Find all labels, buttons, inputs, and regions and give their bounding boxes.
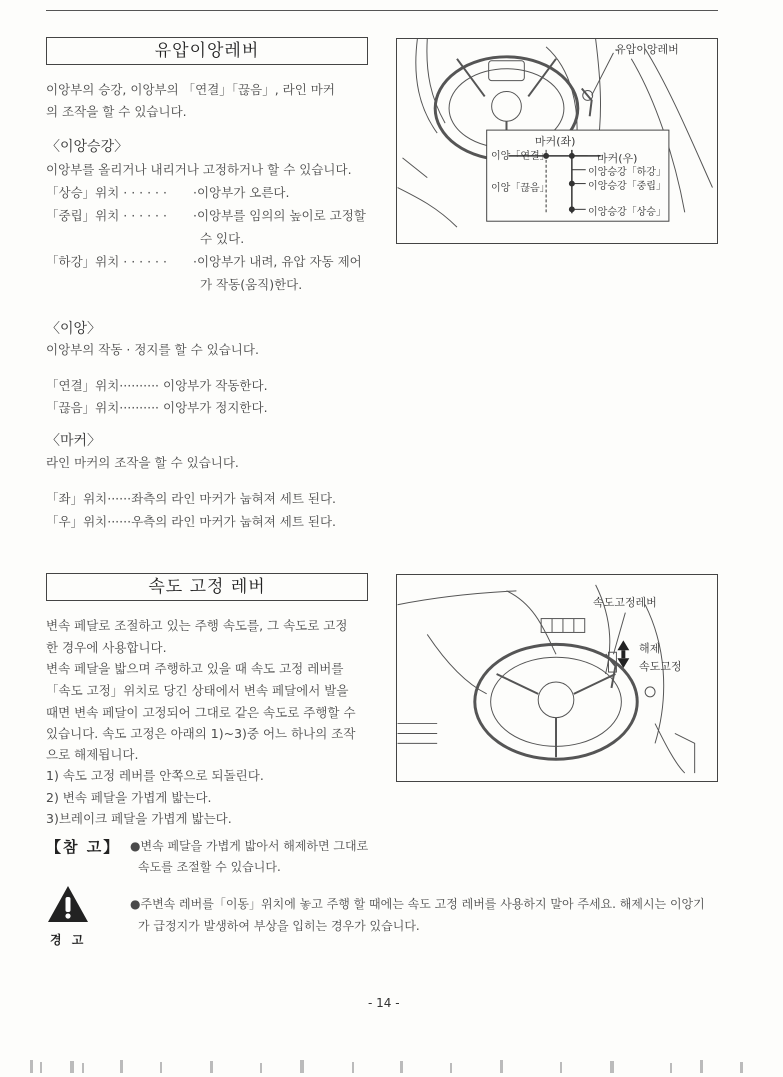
speed-body-line: 3)브레이크 페달을 가볍게 밟는다. [46, 811, 232, 826]
speed-body-line: 있습니다. 속도 고정은 아래의 1)~3)중 어느 하나의 조작 [46, 726, 356, 741]
connect-label: 이앙「연결」 [491, 151, 550, 162]
page-number: - 14 - [368, 996, 400, 1010]
note-line: ●변속 페달을 가볍게 밟아서 해제하면 그대로 [130, 839, 369, 853]
speed-body-line: 변속 페달로 조절하고 있는 주행 속도를, 그 속도로 고정 [46, 618, 348, 633]
lift-item-text: ·이앙부가 오른다. [193, 185, 290, 200]
warning-line: 가 급정지가 발생하여 부상을 입히는 경우가 있습니다. [138, 919, 420, 933]
note-label: 【참 고】 [46, 838, 121, 856]
marker-item: 「좌」위치······좌측의 라인 마커가 눕혀져 세트 된다. [46, 491, 337, 506]
warning-line: ●주변속 레버를「이동」위치에 놓고 주행 할 때에는 속도 고정 레버를 사용하지 말아 주세요. 해제시는 이앙기 [130, 897, 705, 911]
hydraulic-lever-callout: 유압이앙레버 [615, 43, 679, 56]
lift-item-label: 「하강」위치 · · · · · · [46, 254, 167, 269]
marker-desc: 라인 마커의 조작을 할 수 있습니다. [46, 455, 239, 470]
speed-body-line: 「속도 고정」위치로 당긴 상태에서 변속 페달에서 발을 [46, 683, 349, 698]
speed-body-line: 한 경우에 사용합니다. [46, 640, 167, 655]
hydraulic-lever-figure [396, 38, 718, 244]
speed-lever-figure [396, 574, 718, 782]
speed-body-line: 1) 속도 고정 레버를 안쪽으로 되돌린다. [46, 768, 264, 783]
release-label: 해제 [639, 642, 661, 655]
lift-heading: 〈이앙승강〉 [46, 139, 129, 155]
marker-right-label: 마커(우) [597, 152, 638, 165]
lift-item-text: ·이앙부를 임의의 높이로 고정할 [193, 208, 366, 223]
disconnect-label: 이앙「끊음」 [491, 183, 550, 194]
section-title-speed: 속도 고정 레버 [46, 573, 368, 601]
marker-heading: 〈마커〉 [46, 433, 102, 449]
intro-line-2: 의 조작을 할 수 있습니다. [46, 104, 187, 119]
speed-fix-label: 속도고정 [639, 660, 682, 673]
lift-neutral-label: 이앙승강「중립」 [588, 181, 666, 192]
lift-item-label: 「중립」위치 · · · · · · [46, 208, 167, 223]
lift-item-label: 「상승」위치 · · · · · · [46, 185, 167, 200]
speed-body-line: 변속 페달을 밟으며 주행하고 있을 때 속도 고정 레버를 [46, 661, 344, 676]
lift-desc: 이앙부를 올리거나 내리거나 고정하거나 할 수 있습니다. [46, 162, 352, 177]
speed-lever-callout: 속도고정레버 [593, 596, 657, 609]
lift-item-text: 가 작동(움직)한다. [200, 277, 303, 292]
intro-line-1: 이앙부의 승강, 이앙부의 「연결」「끊음」, 라인 마커 [46, 82, 335, 97]
speed-body-line: 2) 변속 페달을 가볍게 밟는다. [46, 790, 212, 805]
lift-item-text: 수 있다. [200, 231, 245, 246]
speed-body-line: 때면 변속 페달이 고정되어 그대로 같은 속도로 주행할 수 [46, 705, 356, 720]
warning-icon [46, 884, 90, 924]
planting-heading: 〈이앙〉 [46, 321, 102, 337]
planting-item: 「끊음」위치·········· 이앙부가 정지한다. [46, 400, 268, 415]
marker-left-label: 마커(좌) [535, 135, 576, 148]
speed-lever-illustration [397, 575, 717, 781]
lift-item-text: ·이앙부가 내려, 유압 자동 제어 [193, 254, 362, 269]
marker-item: 「우」위치······우측의 라인 마커가 눕혀져 세트 된다. [46, 514, 337, 529]
top-rule [46, 10, 718, 11]
lift-down-label: 이앙승강「하강」 [588, 167, 666, 178]
note-line: 속도를 조절할 수 있습니다. [138, 860, 281, 874]
section-title-hydraulic: 유압이앙레버 [46, 37, 368, 65]
planting-desc: 이앙부의 작동 · 정지를 할 수 있습니다. [46, 342, 259, 357]
planting-item: 「연결」위치·········· 이앙부가 작동한다. [46, 378, 268, 393]
warning-label: 경 고 [50, 933, 87, 947]
scan-edge-strip [0, 1058, 783, 1073]
lift-up-label: 이앙승강「상승」 [588, 207, 666, 218]
speed-body-line: 으로 해제됩니다. [46, 747, 139, 762]
